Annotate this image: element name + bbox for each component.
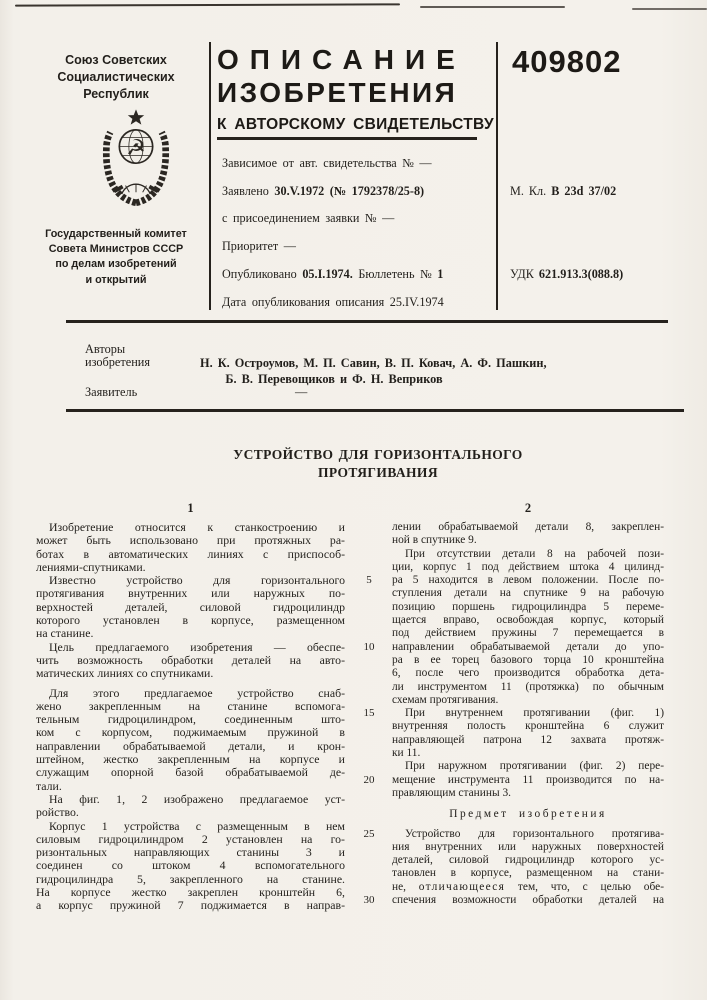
text-line: спечения возможности обработки деталей на — [392, 894, 664, 907]
text-fragment: 1 — [437, 267, 444, 281]
text-fragment: тем, что, с целью обе- — [505, 880, 664, 893]
text-line: соединен со штоком 4 вспомогательного — [36, 859, 345, 873]
column-2-lines — [392, 521, 664, 907]
text-line: ки 11. — [392, 747, 421, 760]
biblio-row-filed — [222, 184, 424, 199]
text-line: ции, корпус 1 под действием штока 4 цилинд- — [392, 560, 664, 573]
text-line: лениями-спутниками. — [36, 560, 146, 574]
text-fragment: Зависимое от авт. свидетельства № — — [222, 156, 432, 170]
text-line: На корпусе жестко закреплен кронштейн 6, — [36, 886, 345, 900]
text-fragment: с присоединением заявки № — — [222, 211, 395, 225]
text-line: направлении обрабатываемой детали, и крон- — [36, 739, 345, 753]
text-line: мещение инструмента 11 производится по на- — [392, 773, 664, 786]
masthead — [217, 44, 494, 140]
column-2-header: 2 — [524, 501, 532, 515]
text-fragment: УДК — [510, 267, 539, 281]
applicant-label: Заявитель — [85, 385, 138, 399]
header-vertical-divider — [496, 42, 498, 310]
text-line: При отсутствии детали 8 на рабочей пози- — [405, 547, 664, 560]
biblio-row-description-date — [222, 295, 444, 310]
committee-line: Совета Министров СССР — [48, 243, 184, 256]
text-line: ли инструментом 11 (протяжка) по обычным — [392, 680, 664, 693]
committee-block — [28, 227, 204, 288]
text-line: может быть использовано при протяжных ра- — [36, 534, 345, 548]
gutter-line-numbers — [350, 0, 388, 1000]
committee-line: и открытий — [85, 273, 147, 286]
text-line: штейном, жестко закрепленным на корпусе и — [36, 753, 345, 767]
text-line: На фиг. 1, 2 изображено предлагаемое уст- — [49, 792, 345, 806]
committee-line: Государственный комитет — [45, 228, 187, 240]
text-line: 6, после чего производится обработка дета- — [392, 667, 664, 680]
text-fragment: 621.913.3(088.8) — [538, 267, 624, 281]
text-line: ния внутренних или наружных поверхностей — [392, 840, 664, 853]
applicant-value: — — [295, 385, 308, 399]
text-line: чить возможность обработки деталей на авто- — [36, 653, 345, 667]
line-number: 20 — [363, 774, 375, 786]
text-fragment: В 23d 37/02 — [551, 184, 617, 198]
union-line: Союз Советских — [65, 53, 167, 67]
authors-label-2: изобретения — [85, 355, 151, 369]
biblio-row-priority — [222, 239, 296, 254]
biblio-row-published — [222, 267, 443, 282]
text-line: правляющим станины 3. — [392, 786, 511, 799]
intl-class-label — [510, 184, 616, 199]
text-line: матических линиях со спутниками. — [36, 667, 214, 681]
patent-number: 409802 — [512, 44, 622, 79]
udc-label — [510, 267, 623, 282]
text-line: силовым гидроцилиндром 2 установлен на го- — [36, 832, 345, 846]
text-line: на станине. — [36, 627, 94, 641]
text-line — [392, 881, 664, 894]
text-line: При внутреннем протягивании (фиг. 1) — [405, 707, 664, 720]
committee-line: по делам изобретений — [55, 258, 177, 271]
text-fragment: Заявлено — [222, 184, 275, 198]
subtitle-underline — [217, 137, 477, 140]
text-line: верхностей деталей, силовой гидроцилиндр — [36, 600, 345, 614]
text-fragment: Опубликовано — [222, 267, 303, 281]
text-line: гидроцилиндра 5, закрепленного на станине. — [36, 872, 345, 886]
text-line: ступления детали на спутнике 9 на рабочую — [392, 587, 664, 600]
text-line: Цель предлагаемого изобретения — обеспе- — [49, 640, 345, 654]
text-line: лении обрабатываемой детали 8, закреплен- — [392, 521, 664, 533]
text-fragment: не, — [392, 880, 419, 893]
document-kind-title-2: ИЗОБРЕТЕНИЯ — [217, 77, 458, 108]
text-line: При наружном протягивании (фиг. 2) пере- — [405, 760, 664, 773]
text-line: Известно устройство для горизонтального — [49, 574, 345, 588]
text-line: ройство. — [36, 806, 79, 820]
text-fragment: Бюллетень № — [352, 267, 438, 281]
text-fragment: 05.I.1974. — [302, 267, 353, 281]
text-line: направляющей патрона 12 захвата протяж- — [392, 733, 664, 746]
text-line: под действием пружины 7 перемещается в — [392, 627, 664, 640]
header-vertical-divider — [209, 42, 211, 310]
text-line: тельным гидроцилиндром, соединенным што- — [36, 713, 345, 727]
text-fragment: отличающееся — [418, 880, 506, 893]
invention-title-line-1: УСТРОЙСТВО ДЛЯ ГОРИЗОНТАЛЬНОГО — [233, 447, 523, 462]
text-line: жено закрепленным на станине вспомога- — [36, 699, 345, 713]
line-number: 5 — [366, 574, 372, 586]
author-names-line-1: Н. К. Остроумов, М. П. Савин, В. П. Ковач, А. Ф. Пашкин, — [200, 356, 547, 370]
document-subtitle: К АВТОРСКОМУ СВИДЕТЕЛЬСТВУ — [217, 116, 494, 133]
text-fragment: М. Кл. — [510, 184, 552, 198]
text-line: ком с корпусом, поджимаемым пружиной в — [36, 726, 345, 740]
text-line: ра 5 находится в левом положении. После по- — [392, 574, 664, 587]
union-line: Республик — [83, 87, 149, 101]
line-number: 10 — [363, 641, 375, 653]
line-number: 25 — [363, 828, 375, 840]
text-line: тановлен в корпусе, размещенном на стани- — [392, 867, 664, 880]
text-line: протягивания внутренних или наружных по- — [36, 587, 345, 601]
author-names-line-2: Б. В. Перевощиков и Ф. Н. Веприков — [225, 372, 443, 386]
text-line: Устройство для горизонтального протягива- — [405, 827, 664, 840]
invention-title-line-2: ПРОТЯГИВАНИЯ — [318, 465, 438, 480]
text-line: деталей, силовой гидроцилиндр которого ус- — [392, 854, 664, 867]
text-fragment: Приоритет — — [222, 239, 296, 253]
authors-label: Авторы — [85, 342, 126, 356]
text-line: а корпус пружиной 7 поджимается в направ- — [36, 899, 345, 913]
text-line: внутренняя полость кронштейна 6 служит — [392, 720, 664, 733]
hammer-and-sickle-icon: ☭ — [126, 136, 146, 162]
scan-artifact-line — [420, 6, 565, 8]
text-line: схемам протягивания. — [392, 693, 499, 706]
ussr-coat-of-arms-emblem — [96, 106, 176, 208]
union-line: Социалистических — [57, 70, 175, 84]
text-line: ной в спутнике 9. — [392, 534, 477, 547]
scan-artifact-line — [632, 8, 707, 10]
text-line: ра в ее торец базового торца 10 кронштейна — [392, 653, 664, 666]
text-line: Корпус 1 устройства с размещенным в нем — [49, 819, 345, 833]
text-line: позицию поршень гидроцилиндра 5 переме- — [392, 600, 664, 613]
text-fragment: 30.V.1972 (№ 1792378/25-8) — [274, 184, 425, 198]
scan-artifact-line — [15, 3, 400, 6]
column-1-lines — [36, 521, 345, 913]
text-line: служащим опорной базой обрабатываемой де- — [36, 766, 345, 780]
star-icon — [128, 109, 144, 124]
document-kind-title: ОПИСАНИЕ — [217, 44, 466, 75]
text-line: Изобретение относится к станкостроению и — [49, 521, 345, 534]
text-line: которого установлен в корпусе, размещенном — [36, 614, 345, 628]
line-number: 30 — [363, 894, 375, 906]
text-line: направлении обрабатываемой детали до упо- — [392, 640, 664, 653]
text-line: ризонтальных направляющих станины 3 и — [36, 846, 345, 860]
text-line: Предмет изобретения — [449, 808, 607, 821]
biblio-row-dependent — [222, 156, 432, 171]
line-number: 15 — [363, 707, 375, 719]
text-line: щается вправо, освобождая корпус, который — [392, 614, 664, 627]
text-line: Для этого предлагаемое устройство снаб- — [49, 686, 345, 700]
text-line: тали. — [36, 779, 62, 793]
union-name-block — [30, 52, 202, 103]
text-line: ботах в автоматических линиях с приспособ- — [36, 547, 345, 561]
column-1-header: 1 — [187, 501, 194, 515]
text-fragment: Дата опубликования описания 25.IV.1974 — [222, 295, 444, 309]
